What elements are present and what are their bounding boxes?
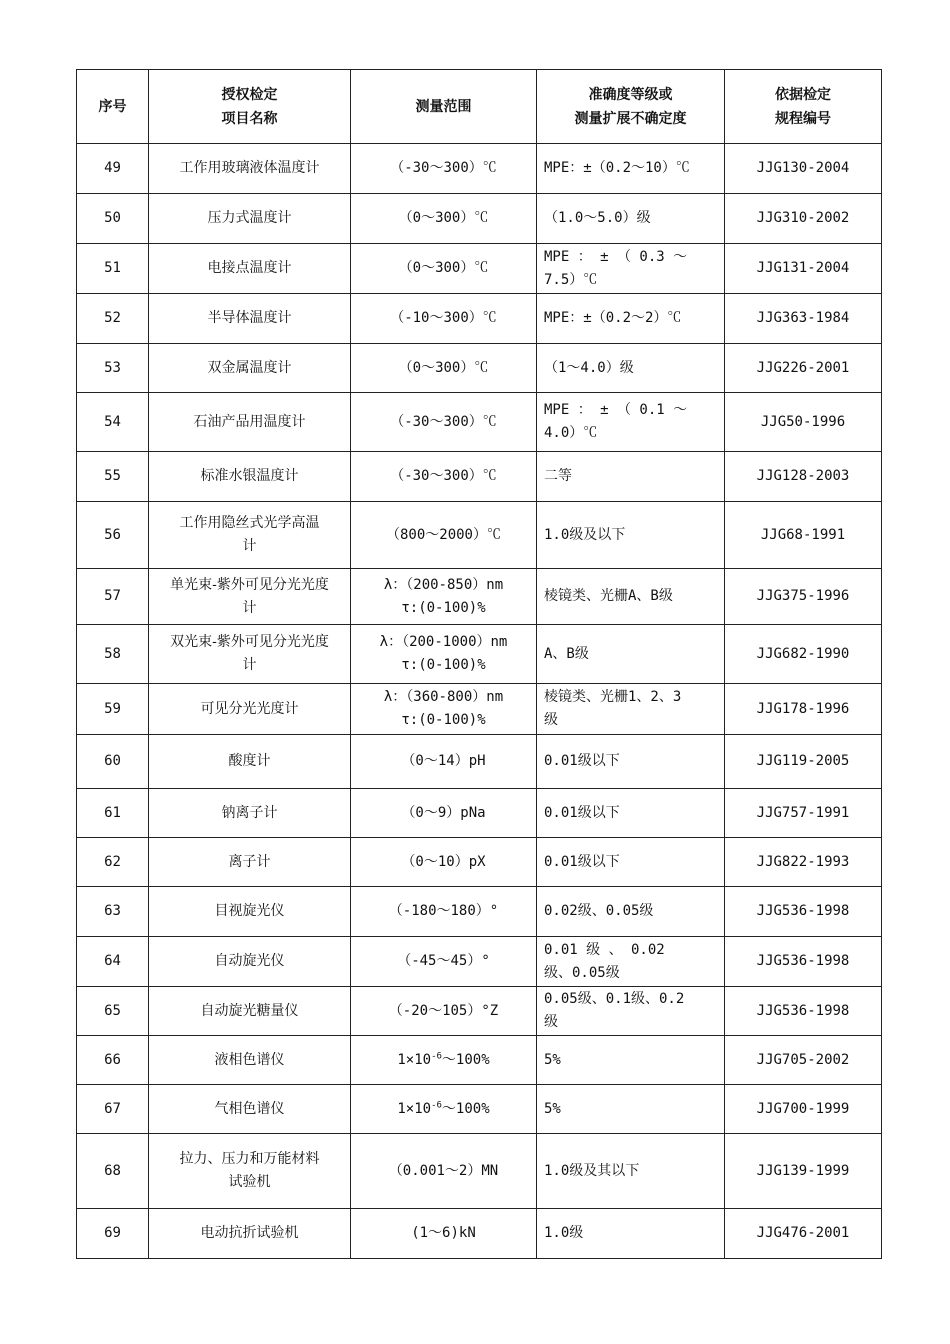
row-number: 52: [77, 294, 149, 344]
measure-range: [351, 1036, 537, 1085]
item-name: [149, 294, 351, 344]
measure-range: [351, 625, 537, 684]
accuracy: [537, 789, 725, 838]
measure-range-line: （800～2000）℃: [385, 526, 501, 543]
measure-range: [351, 452, 537, 502]
measure-range: [351, 569, 537, 625]
item-name: [149, 1036, 351, 1085]
accuracy: [537, 735, 725, 789]
row-number: 59: [77, 684, 149, 735]
accuracy-line: 4.0）℃: [544, 425, 598, 441]
item-name-line: 液相色谱仪: [214, 1051, 285, 1068]
accuracy-line: 1.0级: [544, 1225, 584, 1241]
item-name: [149, 987, 351, 1036]
spec-code: JJG130-2004: [725, 144, 882, 194]
item-name: [149, 569, 351, 625]
range-tail: ～100%: [441, 1100, 490, 1117]
item-name-line: 计: [242, 657, 257, 673]
accuracy-line: （1.0～5.0）级: [544, 210, 651, 226]
item-name-line: 拉力、压力和万能材料: [179, 1151, 320, 1167]
spec-code: JJG682-1990: [725, 625, 882, 684]
measure-range: [351, 789, 537, 838]
measure-range: [351, 194, 537, 244]
spec-code: JJG128-2003: [725, 452, 882, 502]
item-name-line: 自动旋光糖量仪: [200, 1002, 299, 1019]
header-accuracy: [537, 70, 725, 144]
accuracy-line: A、B级: [544, 645, 589, 662]
row-number: 64: [77, 937, 149, 987]
measure-range-line: （0～10）pX: [401, 853, 486, 870]
measure-range: [351, 1134, 537, 1209]
measure-range-line: （-30～300）℃: [390, 468, 497, 484]
accuracy: [537, 1036, 725, 1085]
item-name: [149, 452, 351, 502]
accuracy-line: 5%: [544, 1100, 561, 1117]
item-name-line: 电动抗折试验机: [200, 1225, 299, 1241]
measure-range-line: (1～6)kN: [411, 1225, 476, 1241]
accuracy-line: 二等: [544, 468, 572, 484]
header-no: 序号: [77, 70, 149, 144]
item-name: [149, 838, 351, 887]
row-number: 69: [77, 1209, 149, 1259]
item-name: [149, 244, 351, 294]
measure-range: [351, 502, 537, 569]
item-name: [149, 735, 351, 789]
item-name: [149, 937, 351, 987]
table-row: [77, 625, 882, 684]
header-spec-line: 规程编号: [775, 110, 831, 127]
accuracy: [537, 294, 725, 344]
item-name-line: 试验机: [228, 1174, 271, 1190]
accuracy: [537, 887, 725, 937]
accuracy-line: 棱镜类、光栅A、B级: [544, 588, 673, 604]
row-number: 58: [77, 625, 149, 684]
measure-range-line: λ：（200-850）nm: [383, 576, 504, 593]
item-name-line: 压力式温度计: [207, 210, 292, 226]
spec-code: JJG119-2005: [725, 735, 882, 789]
range-exponent: -6: [431, 1099, 442, 1110]
measure-range: [351, 838, 537, 887]
measure-range-line: τ:(0-100)%: [401, 599, 486, 616]
spec-code: JJG700-1999: [725, 1085, 882, 1134]
accuracy-line: MPE：±（0.2～10）℃: [544, 160, 690, 176]
measure-range-line: （-180～180）°: [388, 903, 499, 919]
measure-range-line: （-10～300）℃: [390, 310, 497, 326]
row-number: 60: [77, 735, 149, 789]
spec-code: JJG68-1991: [725, 502, 882, 569]
table-row: [77, 569, 882, 625]
measure-range: [351, 1085, 537, 1134]
spec-code: JJG536-1998: [725, 987, 882, 1036]
range-exponent: -6: [431, 1050, 442, 1061]
accuracy-line: 0.01 级 、 0.02: [544, 941, 665, 958]
row-number: 63: [77, 887, 149, 937]
table-header-row: [77, 70, 882, 144]
accuracy: [537, 452, 725, 502]
row-number: 53: [77, 344, 149, 393]
accuracy: [537, 194, 725, 244]
row-number: 67: [77, 1085, 149, 1134]
measure-range-line: （0～9）pNa: [401, 804, 486, 821]
item-name: [149, 684, 351, 735]
item-name-line: 单光束-紫外可见分光光度: [170, 576, 329, 593]
spec-code: JJG50-1996: [725, 393, 882, 452]
item-name-line: 可见分光光度计: [200, 700, 299, 717]
table-row: [77, 1209, 882, 1259]
spec-code: JJG178-1996: [725, 684, 882, 735]
accuracy: [537, 393, 725, 452]
calibration-table: [76, 69, 882, 1259]
accuracy: [537, 937, 725, 987]
accuracy-line: 0.01级以下: [544, 753, 620, 769]
accuracy-line: MPE ： ± （ 0.1 ～: [544, 402, 688, 418]
measure-range-line: （-30～300）℃: [390, 160, 497, 176]
measure-range: [351, 244, 537, 294]
header-name-line: 授权检定: [221, 86, 278, 103]
item-name: [149, 194, 351, 244]
item-name: [149, 502, 351, 569]
table-row: [77, 452, 882, 502]
row-number: 51: [77, 244, 149, 294]
table-row: [77, 144, 882, 194]
row-number: 50: [77, 194, 149, 244]
measure-range: [351, 144, 537, 194]
item-name: [149, 1085, 351, 1134]
accuracy: [537, 344, 725, 393]
table-row: [77, 393, 882, 452]
header-name-line: 项目名称: [221, 110, 278, 127]
item-name: [149, 1209, 351, 1259]
item-name-line: 半导体温度计: [207, 310, 292, 326]
item-name-line: 离子计: [228, 853, 271, 870]
spec-code: JJG536-1998: [725, 937, 882, 987]
measure-range-line: （-45～45）°: [397, 953, 490, 969]
table-row: [77, 1036, 882, 1085]
item-name-line: 双金属温度计: [207, 359, 292, 376]
accuracy-line: 5%: [544, 1051, 561, 1068]
table-row: [77, 194, 882, 244]
accuracy-line: 棱镜类、光栅1、2、3: [544, 689, 682, 705]
item-name-line: 双光束-紫外可见分光光度: [170, 634, 329, 650]
row-number: 55: [77, 452, 149, 502]
table-row: [77, 344, 882, 393]
measure-range-line: τ:(0-100)%: [401, 712, 486, 728]
header-spec: [725, 70, 882, 144]
item-name: [149, 789, 351, 838]
header-spec-line: 依据检定: [775, 86, 831, 103]
table-row: [77, 887, 882, 937]
accuracy-line: 级、0.05级: [544, 964, 620, 981]
measure-range-line: （0～300）℃: [398, 210, 489, 226]
accuracy-line: 0.02级、0.05级: [544, 903, 654, 919]
header-range: 测量范围: [351, 70, 537, 144]
item-name-line: 计: [242, 599, 257, 616]
measure-range: [351, 887, 537, 937]
accuracy: [537, 1085, 725, 1134]
row-number: 62: [77, 838, 149, 887]
measure-range-line: （-30～300）℃: [390, 413, 497, 430]
table-row: [77, 684, 882, 735]
accuracy-line: MPE：±（0.2～2）℃: [544, 310, 682, 326]
spec-code: JJG757-1991: [725, 789, 882, 838]
accuracy: [537, 144, 725, 194]
accuracy-line: 7.5）℃: [544, 271, 598, 288]
accuracy: [537, 838, 725, 887]
measure-range: [351, 1209, 537, 1259]
header-accuracy-line: 测量扩展不确定度: [574, 110, 687, 127]
range-tail: ～100%: [441, 1051, 490, 1068]
table-row: [77, 502, 882, 569]
spec-code: JJG226-2001: [725, 344, 882, 393]
measure-range-line: λ：（200-1000）nm: [379, 634, 508, 650]
measure-range: [351, 987, 537, 1036]
table-row: [77, 1134, 882, 1209]
measure-range: [351, 735, 537, 789]
item-name: [149, 625, 351, 684]
row-number: 49: [77, 144, 149, 194]
spec-code: JJG705-2002: [725, 1036, 882, 1085]
measure-range: [351, 344, 537, 393]
row-number: 66: [77, 1036, 149, 1085]
measure-range: [351, 684, 537, 735]
spec-code: JJG822-1993: [725, 838, 882, 887]
accuracy-line: 0.05级、0.1级、0.2: [544, 991, 685, 1007]
item-name-line: 石油产品用温度计: [193, 413, 306, 430]
table-row: [77, 294, 882, 344]
measure-range-line: （0.001～2）MN: [388, 1162, 499, 1179]
row-number: 65: [77, 987, 149, 1036]
range-base: 1×10: [397, 1100, 432, 1117]
accuracy-line: 1.0级及以下: [544, 526, 626, 543]
accuracy: [537, 987, 725, 1036]
measure-range-line: （0～300）℃: [398, 359, 489, 376]
spec-code: JJG375-1996: [725, 569, 882, 625]
item-name-line: 电接点温度计: [207, 260, 292, 276]
accuracy: [537, 684, 725, 735]
item-name-line: 工作用玻璃液体温度计: [179, 160, 320, 176]
table-body: [77, 144, 882, 1259]
spec-code: JJG310-2002: [725, 194, 882, 244]
accuracy: [537, 1134, 725, 1209]
accuracy: [537, 1209, 725, 1259]
item-name-line: 酸度计: [228, 753, 271, 769]
table-row: [77, 1085, 882, 1134]
accuracy-line: 0.01级以下: [544, 804, 620, 821]
item-name: [149, 344, 351, 393]
measure-range: [351, 294, 537, 344]
spec-code: JJG536-1998: [725, 887, 882, 937]
accuracy-line: （1～4.0）级: [544, 359, 634, 376]
measure-range-line: （0～14）pH: [401, 753, 486, 769]
accuracy: [537, 625, 725, 684]
header-name: [149, 70, 351, 144]
item-name-line: 钠离子计: [221, 804, 278, 821]
measure-range-line: （-20～105）°Z: [388, 1002, 499, 1019]
measure-range-line: λ：（360-800）nm: [383, 689, 504, 705]
item-name: [149, 393, 351, 452]
table-row: [77, 789, 882, 838]
accuracy: [537, 244, 725, 294]
item-name-line: 气相色谱仪: [214, 1100, 285, 1117]
table-row: [77, 244, 882, 294]
range-base: 1×10: [397, 1051, 432, 1068]
item-name-line: 目视旋光仪: [214, 903, 285, 919]
item-name-line: 计: [242, 538, 257, 554]
measure-range-line: τ:(0-100)%: [401, 657, 486, 673]
accuracy-line: 0.01级以下: [544, 853, 620, 870]
table-row: [77, 987, 882, 1036]
accuracy-line: 级: [544, 712, 558, 728]
table-row: [77, 838, 882, 887]
row-number: 57: [77, 569, 149, 625]
spec-code: JJG139-1999: [725, 1134, 882, 1209]
item-name: [149, 144, 351, 194]
row-number: 54: [77, 393, 149, 452]
spec-code: JJG476-2001: [725, 1209, 882, 1259]
spec-code: JJG363-1984: [725, 294, 882, 344]
accuracy: [537, 502, 725, 569]
spec-code: JJG131-2004: [725, 244, 882, 294]
accuracy: [537, 569, 725, 625]
table-row: [77, 937, 882, 987]
item-name: [149, 887, 351, 937]
header-accuracy-line: 准确度等级或: [588, 86, 673, 103]
table-row: [77, 735, 882, 789]
item-name-line: 自动旋光仪: [214, 953, 285, 969]
accuracy-line: MPE ： ± （ 0.3 ～: [544, 248, 688, 265]
row-number: 68: [77, 1134, 149, 1209]
item-name-line: 标准水银温度计: [200, 468, 299, 484]
measure-range: [351, 393, 537, 452]
accuracy-line: 1.0级及其以下: [544, 1162, 640, 1179]
item-name-line: 工作用隐丝式光学高温: [179, 515, 320, 531]
measure-range: [351, 937, 537, 987]
row-number: 56: [77, 502, 149, 569]
accuracy-line: 级: [544, 1014, 558, 1030]
item-name: [149, 1134, 351, 1209]
row-number: 61: [77, 789, 149, 838]
measure-range-line: （0～300）℃: [398, 260, 489, 276]
